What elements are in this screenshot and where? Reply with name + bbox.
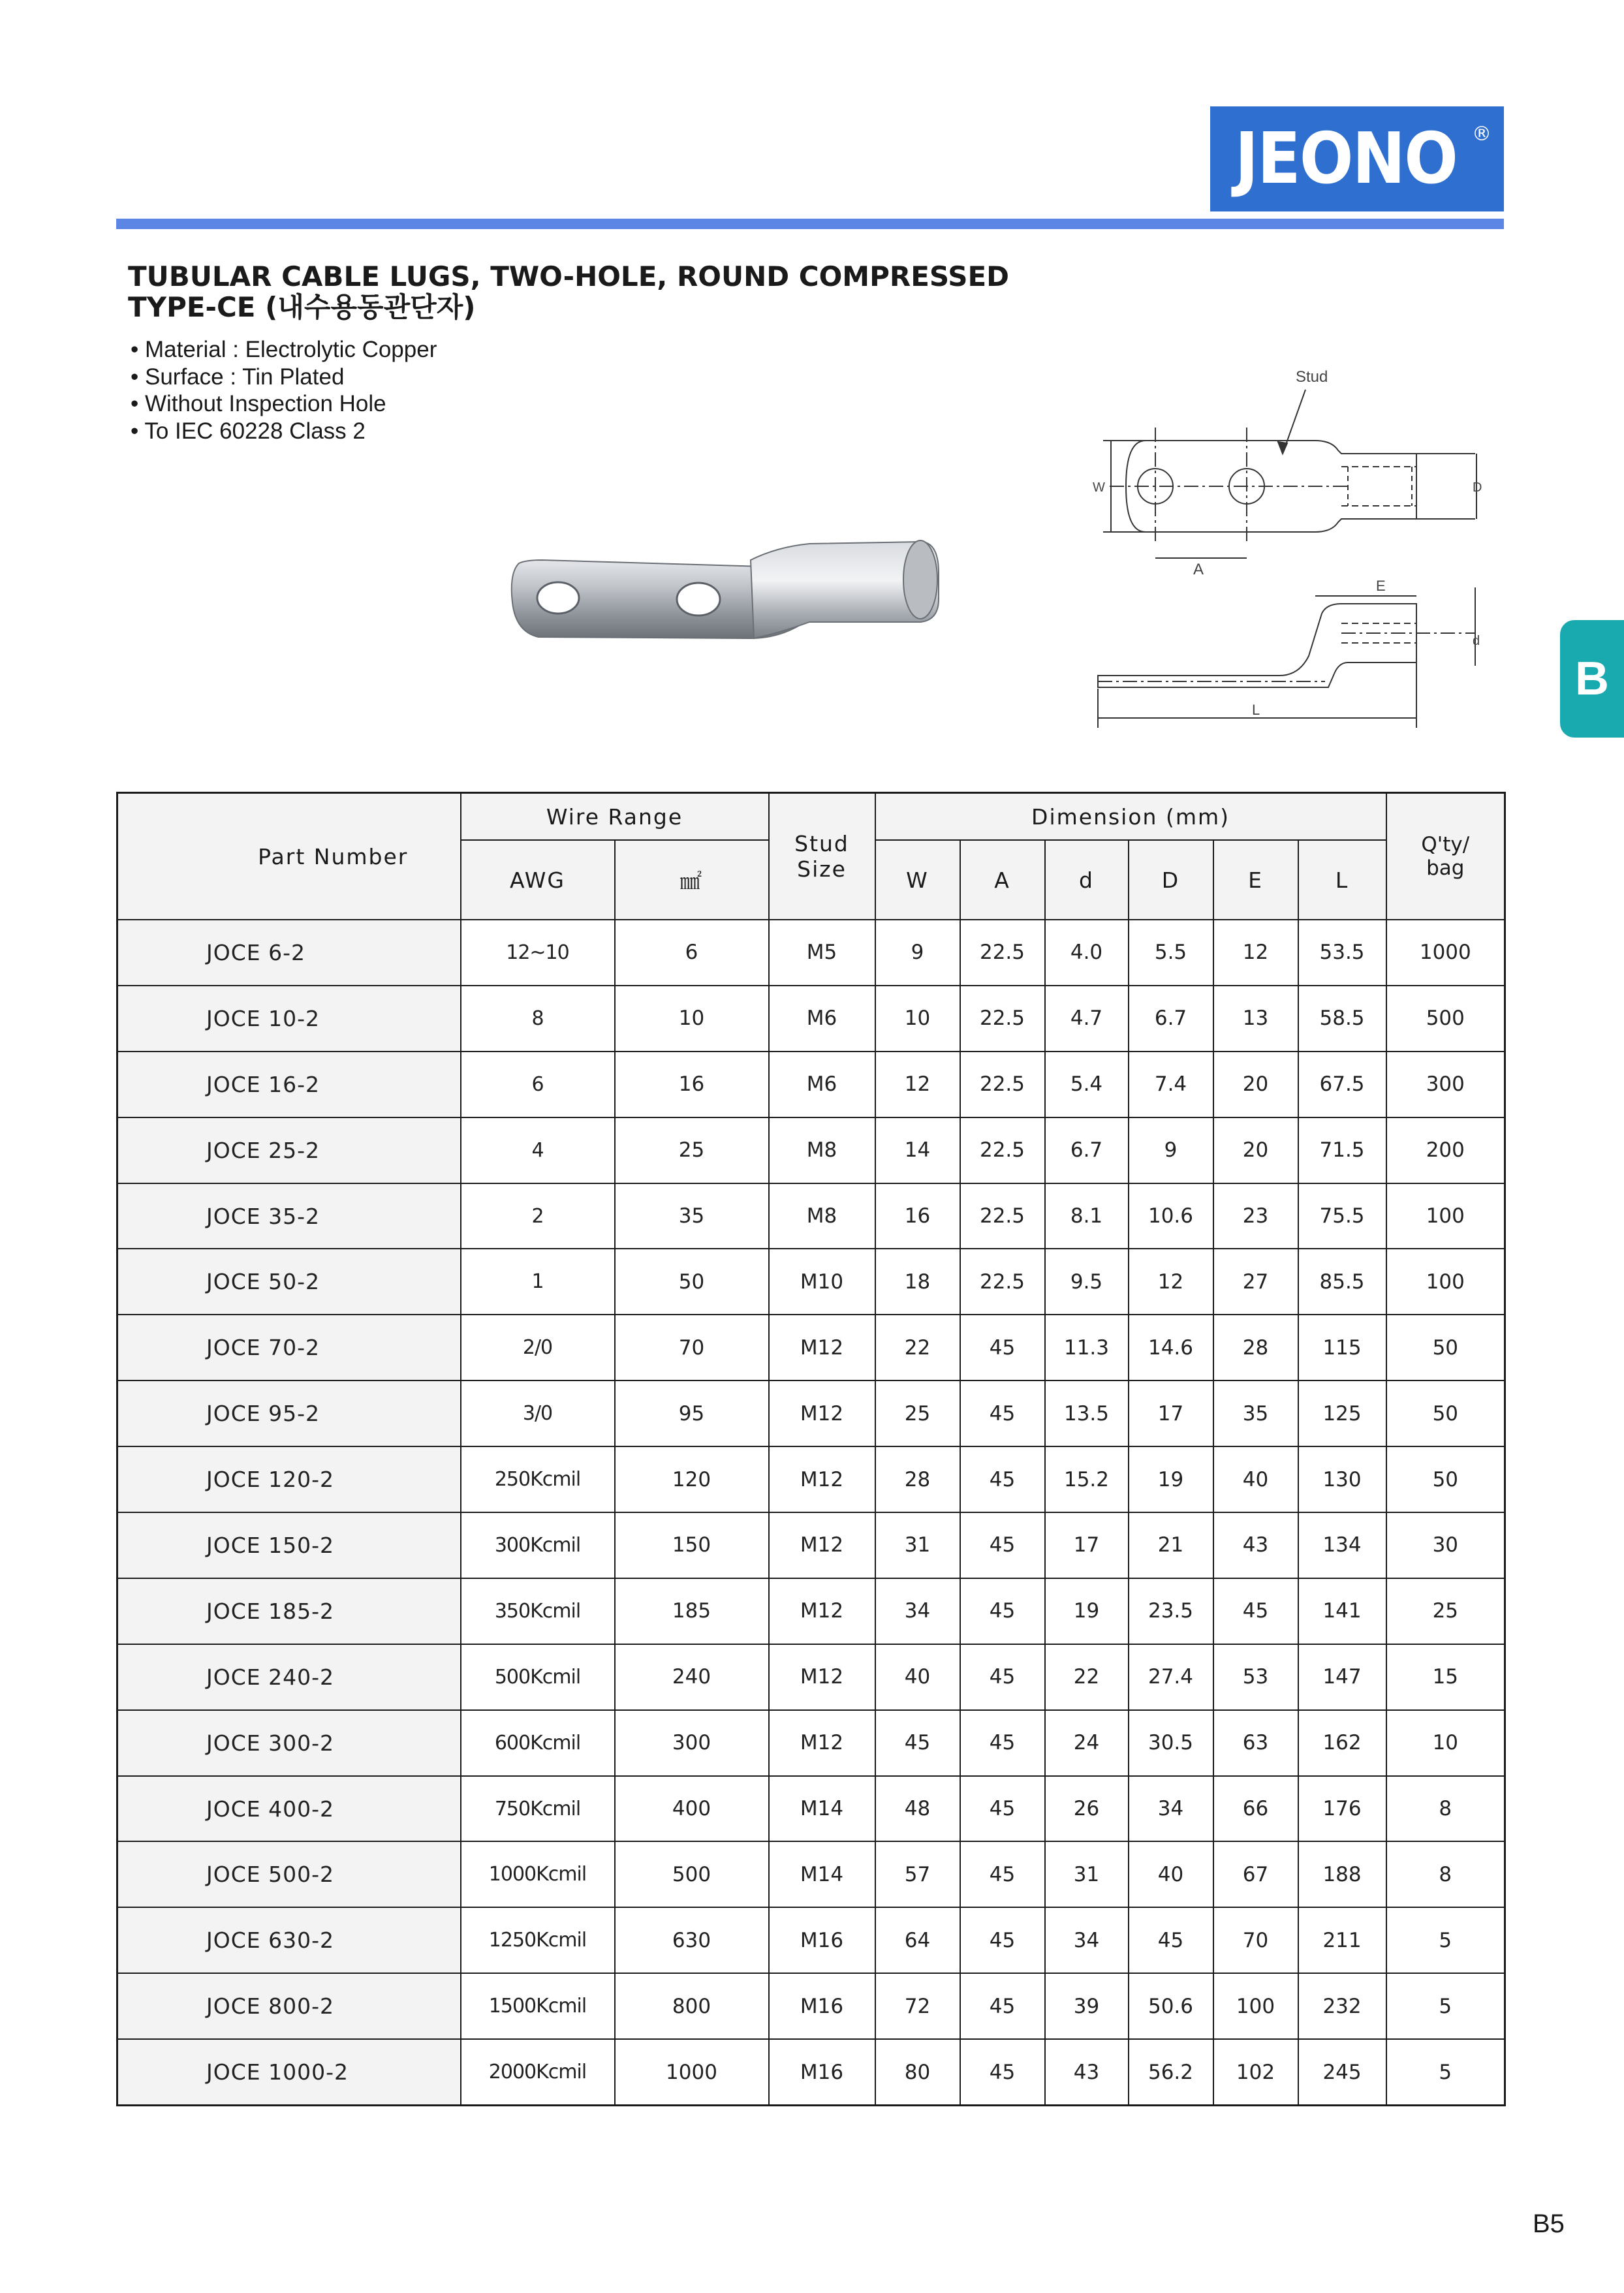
- cell-E: 70: [1213, 1907, 1298, 1973]
- cell-W: 40: [875, 1644, 960, 1710]
- cell-stud-size: M12: [769, 1710, 875, 1776]
- cell-qty-bag: 200: [1386, 1117, 1505, 1183]
- cell-d: 17: [1045, 1512, 1129, 1578]
- cell-stud-size: M10: [769, 1249, 875, 1315]
- cell-L: 134: [1298, 1512, 1386, 1578]
- cell-W: 25: [875, 1380, 960, 1446]
- cell-awg: 1500Kcmil: [461, 1973, 615, 2039]
- cell-W: 48: [875, 1776, 960, 1842]
- cell-d: 24: [1045, 1710, 1129, 1776]
- cell-E: 45: [1213, 1578, 1298, 1644]
- cell-D: 9: [1129, 1117, 1213, 1183]
- cell-d: 43: [1045, 2039, 1129, 2105]
- cell-d: 11.3: [1045, 1315, 1129, 1380]
- cell-D: 21: [1129, 1512, 1213, 1578]
- cell-part-number: JOCE 10-2: [117, 986, 461, 1052]
- cell-L: 232: [1298, 1973, 1386, 2039]
- header-W: W: [875, 840, 960, 920]
- cell-stud-size: M14: [769, 1841, 875, 1907]
- diagram-label-D: D: [1473, 480, 1482, 495]
- cell-qty-bag: 50: [1386, 1446, 1505, 1512]
- cell-stud-size: M12: [769, 1446, 875, 1512]
- brand-name: JEONO: [1234, 118, 1458, 200]
- cell-A: 45: [960, 1644, 1045, 1710]
- header-qty-bag: Q'ty/ bag: [1386, 793, 1505, 920]
- cell-awg: 1000Kcmil: [461, 1841, 615, 1907]
- table-row: [117, 1907, 1505, 1973]
- cell-E: 23: [1213, 1183, 1298, 1249]
- cell-A: 45: [960, 1841, 1045, 1907]
- cell-A: 45: [960, 1380, 1045, 1446]
- cell-E: 40: [1213, 1446, 1298, 1512]
- cell-awg: 750Kcmil: [461, 1776, 615, 1842]
- cell-d: 22: [1045, 1644, 1129, 1710]
- cell-A: 45: [960, 1446, 1045, 1512]
- cell-E: 43: [1213, 1512, 1298, 1578]
- cell-E: 28: [1213, 1315, 1298, 1380]
- cell-awg: 350Kcmil: [461, 1578, 615, 1644]
- cell-E: 20: [1213, 1052, 1298, 1117]
- cell-qty-bag: 5: [1386, 2039, 1505, 2105]
- cell-qty-bag: 30: [1386, 1512, 1505, 1578]
- cell-W: 64: [875, 1907, 960, 1973]
- header-wire-range: Wire Range: [461, 793, 769, 841]
- cell-L: 141: [1298, 1578, 1386, 1644]
- cell-qty-bag: 8: [1386, 1776, 1505, 1842]
- table-row: [117, 1380, 1505, 1446]
- cell-mm2: 630: [615, 1907, 769, 1973]
- cell-mm2: 10: [615, 986, 769, 1052]
- cell-A: 45: [960, 1512, 1045, 1578]
- cell-awg: 2000Kcmil: [461, 2039, 615, 2105]
- header-mm2: ㎟: [615, 840, 769, 920]
- cell-d: 9.5: [1045, 1249, 1129, 1315]
- cell-E: 102: [1213, 2039, 1298, 2105]
- cell-E: 100: [1213, 1973, 1298, 2039]
- cell-mm2: 25: [615, 1117, 769, 1183]
- cell-L: 75.5: [1298, 1183, 1386, 1249]
- cell-d: 13.5: [1045, 1380, 1129, 1446]
- cell-W: 12: [875, 1052, 960, 1117]
- table-row: [117, 1446, 1505, 1512]
- cell-d: 34: [1045, 1907, 1129, 1973]
- cell-mm2: 35: [615, 1183, 769, 1249]
- cell-D: 50.6: [1129, 1973, 1213, 2039]
- cell-qty-bag: 25: [1386, 1578, 1505, 1644]
- cell-E: 20: [1213, 1117, 1298, 1183]
- cell-d: 26: [1045, 1776, 1129, 1842]
- cell-part-number: JOCE 800-2: [117, 1973, 461, 2039]
- cell-D: 30.5: [1129, 1710, 1213, 1776]
- table-row: [117, 2039, 1505, 2105]
- cell-qty-bag: 100: [1386, 1249, 1505, 1315]
- cell-qty-bag: 10: [1386, 1710, 1505, 1776]
- cell-A: 22.5: [960, 1052, 1045, 1117]
- cell-d: 31: [1045, 1841, 1129, 1907]
- page-title: [128, 261, 1009, 322]
- cell-L: 67.5: [1298, 1052, 1386, 1117]
- section-tab: B: [1560, 620, 1624, 738]
- cell-stud-size: M12: [769, 1578, 875, 1644]
- cell-W: 72: [875, 1973, 960, 2039]
- cell-part-number: JOCE 6-2: [117, 920, 461, 986]
- diagram-label-stud: Stud: [1296, 368, 1328, 386]
- cell-d: 5.4: [1045, 1052, 1129, 1117]
- spec-table: [116, 792, 1506, 2106]
- cell-W: 10: [875, 986, 960, 1052]
- table-row: [117, 1776, 1505, 1842]
- cell-stud-size: M6: [769, 1052, 875, 1117]
- header-A: A: [960, 840, 1045, 920]
- cell-part-number: JOCE 95-2: [117, 1380, 461, 1446]
- cell-W: 14: [875, 1117, 960, 1183]
- cell-d: 39: [1045, 1973, 1129, 2039]
- cell-awg: 500Kcmil: [461, 1644, 615, 1710]
- cell-d: 6.7: [1045, 1117, 1129, 1183]
- cell-A: 45: [960, 2039, 1045, 2105]
- cell-d: 4.0: [1045, 920, 1129, 986]
- cell-stud-size: M16: [769, 2039, 875, 2105]
- cell-part-number: JOCE 120-2: [117, 1446, 461, 1512]
- cell-awg: 1250Kcmil: [461, 1907, 615, 1973]
- cell-D: 34: [1129, 1776, 1213, 1842]
- title-line-2: TYPE-CE (내수용동관단자): [128, 291, 476, 323]
- cell-mm2: 150: [615, 1512, 769, 1578]
- cell-W: 34: [875, 1578, 960, 1644]
- cell-awg: 2: [461, 1183, 615, 1249]
- cell-mm2: 500: [615, 1841, 769, 1907]
- cell-E: 27: [1213, 1249, 1298, 1315]
- cell-W: 31: [875, 1512, 960, 1578]
- cell-awg: 1: [461, 1249, 615, 1315]
- cell-d: 8.1: [1045, 1183, 1129, 1249]
- header-part-number: Part Number: [117, 793, 461, 920]
- cell-d: 15.2: [1045, 1446, 1129, 1512]
- cell-L: 245: [1298, 2039, 1386, 2105]
- page-number: B5: [1533, 2209, 1565, 2238]
- table-row: [117, 1052, 1505, 1117]
- header-L: L: [1298, 840, 1386, 920]
- cell-W: 22: [875, 1315, 960, 1380]
- cell-stud-size: M12: [769, 1380, 875, 1446]
- cell-A: 45: [960, 1907, 1045, 1973]
- cell-A: 45: [960, 1315, 1045, 1380]
- table-row: [117, 1315, 1505, 1380]
- cell-W: 9: [875, 920, 960, 986]
- spec-item: • Surface : Tin Plated: [131, 364, 437, 391]
- registered-mark: ®: [1471, 123, 1491, 146]
- cell-stud-size: M8: [769, 1183, 875, 1249]
- cell-mm2: 185: [615, 1578, 769, 1644]
- cell-D: 14.6: [1129, 1315, 1213, 1380]
- cell-L: 130: [1298, 1446, 1386, 1512]
- cell-part-number: JOCE 70-2: [117, 1315, 461, 1380]
- cell-d: 19: [1045, 1578, 1129, 1644]
- cell-part-number: JOCE 630-2: [117, 1907, 461, 1973]
- diagram-label-E: E: [1376, 578, 1386, 594]
- header-dimension: Dimension (mm): [875, 793, 1386, 841]
- cell-awg: 300Kcmil: [461, 1512, 615, 1578]
- cell-stud-size: M5: [769, 920, 875, 986]
- cell-A: 22.5: [960, 986, 1045, 1052]
- cell-mm2: 300: [615, 1710, 769, 1776]
- spec-item: • To IEC 60228 Class 2: [131, 418, 437, 445]
- cell-E: 13: [1213, 986, 1298, 1052]
- diagram-label-d: d: [1473, 634, 1480, 648]
- cell-L: 53.5: [1298, 920, 1386, 986]
- cell-E: 67: [1213, 1841, 1298, 1907]
- table-row: [117, 1117, 1505, 1183]
- table-row: [117, 1578, 1505, 1644]
- cell-E: 35: [1213, 1380, 1298, 1446]
- cell-W: 80: [875, 2039, 960, 2105]
- cell-awg: 12~10: [461, 920, 615, 986]
- cell-W: 16: [875, 1183, 960, 1249]
- cell-A: 22.5: [960, 1249, 1045, 1315]
- cell-stud-size: M12: [769, 1644, 875, 1710]
- cell-L: 188: [1298, 1841, 1386, 1907]
- cell-part-number: JOCE 185-2: [117, 1578, 461, 1644]
- cell-awg: 3/0: [461, 1380, 615, 1446]
- cell-mm2: 95: [615, 1380, 769, 1446]
- cell-D: 7.4: [1129, 1052, 1213, 1117]
- cell-L: 211: [1298, 1907, 1386, 1973]
- cell-D: 19: [1129, 1446, 1213, 1512]
- cell-mm2: 400: [615, 1776, 769, 1842]
- header-E: E: [1213, 840, 1298, 920]
- cell-L: 176: [1298, 1776, 1386, 1842]
- diagram-label-W: W: [1093, 480, 1105, 495]
- cell-awg: 250Kcmil: [461, 1446, 615, 1512]
- cell-qty-bag: 300: [1386, 1052, 1505, 1117]
- cell-mm2: 6: [615, 920, 769, 986]
- cell-D: 23.5: [1129, 1578, 1213, 1644]
- cell-L: 85.5: [1298, 1249, 1386, 1315]
- cell-W: 45: [875, 1710, 960, 1776]
- cell-part-number: JOCE 35-2: [117, 1183, 461, 1249]
- cell-mm2: 70: [615, 1315, 769, 1380]
- cell-A: 22.5: [960, 1117, 1045, 1183]
- table-row: [117, 1249, 1505, 1315]
- header-rule: [116, 219, 1504, 229]
- cell-qty-bag: 8: [1386, 1841, 1505, 1907]
- cell-D: 56.2: [1129, 2039, 1213, 2105]
- cell-awg: 600Kcmil: [461, 1710, 615, 1776]
- spec-item: • Without Inspection Hole: [131, 390, 437, 418]
- cell-W: 57: [875, 1841, 960, 1907]
- cell-L: 147: [1298, 1644, 1386, 1710]
- cell-mm2: 50: [615, 1249, 769, 1315]
- spec-table-body: [117, 920, 1505, 2106]
- cell-part-number: JOCE 1000-2: [117, 2039, 461, 2105]
- cell-d: 4.7: [1045, 986, 1129, 1052]
- header-awg: AWG: [461, 840, 615, 920]
- table-row: [117, 920, 1505, 986]
- cell-D: 12: [1129, 1249, 1213, 1315]
- cell-L: 58.5: [1298, 986, 1386, 1052]
- cell-D: 6.7: [1129, 986, 1213, 1052]
- header-d: d: [1045, 840, 1129, 920]
- table-row: [117, 1512, 1505, 1578]
- table-row: [117, 1710, 1505, 1776]
- cell-part-number: JOCE 500-2: [117, 1841, 461, 1907]
- table-row: [117, 1841, 1505, 1907]
- cell-mm2: 120: [615, 1446, 769, 1512]
- cell-D: 40: [1129, 1841, 1213, 1907]
- cell-part-number: JOCE 150-2: [117, 1512, 461, 1578]
- cell-A: 45: [960, 1776, 1045, 1842]
- diagram-label-A: A: [1193, 561, 1204, 578]
- cell-qty-bag: 50: [1386, 1315, 1505, 1380]
- dimension-diagram: [1084, 362, 1501, 728]
- cell-A: 22.5: [960, 1183, 1045, 1249]
- cell-mm2: 240: [615, 1644, 769, 1710]
- cell-mm2: 16: [615, 1052, 769, 1117]
- title-line-1: TUBULAR CABLE LUGS, TWO-HOLE, ROUND COMPRESSED: [128, 260, 1010, 292]
- cell-qty-bag: 50: [1386, 1380, 1505, 1446]
- cell-E: 63: [1213, 1710, 1298, 1776]
- cell-D: 17: [1129, 1380, 1213, 1446]
- cell-part-number: JOCE 300-2: [117, 1710, 461, 1776]
- cell-qty-bag: 5: [1386, 1907, 1505, 1973]
- cell-awg: 2/0: [461, 1315, 615, 1380]
- cell-stud-size: M12: [769, 1512, 875, 1578]
- cell-W: 28: [875, 1446, 960, 1512]
- cell-E: 53: [1213, 1644, 1298, 1710]
- header-D: D: [1129, 840, 1213, 920]
- cell-D: 45: [1129, 1907, 1213, 1973]
- cell-qty-bag: 5: [1386, 1973, 1505, 2039]
- spec-item: • Material : Electrolytic Copper: [131, 336, 437, 364]
- cell-D: 10.6: [1129, 1183, 1213, 1249]
- header-stud-size: Stud Size: [769, 793, 875, 920]
- table-row: [117, 1183, 1505, 1249]
- cell-awg: 8: [461, 986, 615, 1052]
- cell-qty-bag: 15: [1386, 1644, 1505, 1710]
- cell-E: 66: [1213, 1776, 1298, 1842]
- cell-part-number: JOCE 400-2: [117, 1776, 461, 1842]
- diagram-label-L: L: [1252, 702, 1260, 718]
- cell-L: 162: [1298, 1710, 1386, 1776]
- cell-mm2: 800: [615, 1973, 769, 2039]
- cell-L: 115: [1298, 1315, 1386, 1380]
- product-photo: [503, 534, 953, 658]
- spec-list: [131, 336, 437, 445]
- cell-D: 5.5: [1129, 920, 1213, 986]
- cell-A: 45: [960, 1973, 1045, 2039]
- cell-part-number: JOCE 240-2: [117, 1644, 461, 1710]
- cell-part-number: JOCE 16-2: [117, 1052, 461, 1117]
- cell-stud-size: M14: [769, 1776, 875, 1842]
- cell-stud-size: M8: [769, 1117, 875, 1183]
- cell-stud-size: M12: [769, 1315, 875, 1380]
- cell-stud-size: M16: [769, 1907, 875, 1973]
- cell-stud-size: M6: [769, 986, 875, 1052]
- cell-qty-bag: 100: [1386, 1183, 1505, 1249]
- cell-A: 45: [960, 1578, 1045, 1644]
- cell-mm2: 1000: [615, 2039, 769, 2105]
- cell-D: 27.4: [1129, 1644, 1213, 1710]
- cell-A: 45: [960, 1710, 1045, 1776]
- cell-awg: 6: [461, 1052, 615, 1117]
- cell-part-number: JOCE 25-2: [117, 1117, 461, 1183]
- table-row: [117, 1644, 1505, 1710]
- cell-A: 22.5: [960, 920, 1045, 986]
- cell-awg: 4: [461, 1117, 615, 1183]
- cell-qty-bag: 1000: [1386, 920, 1505, 986]
- cell-qty-bag: 500: [1386, 986, 1505, 1052]
- cell-L: 125: [1298, 1380, 1386, 1446]
- cell-E: 12: [1213, 920, 1298, 986]
- brand-logo: [1210, 106, 1504, 211]
- table-row: [117, 986, 1505, 1052]
- cell-stud-size: M16: [769, 1973, 875, 2039]
- cell-part-number: JOCE 50-2: [117, 1249, 461, 1315]
- table-row: [117, 1973, 1505, 2039]
- cell-W: 18: [875, 1249, 960, 1315]
- cell-L: 71.5: [1298, 1117, 1386, 1183]
